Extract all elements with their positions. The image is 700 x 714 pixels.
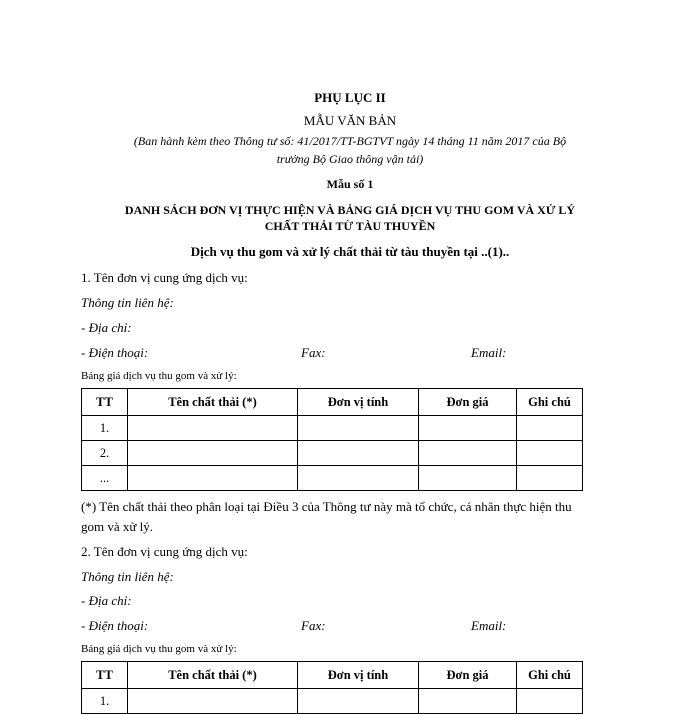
header-tt: TT (82, 389, 128, 416)
cell-note (517, 441, 583, 466)
cell-waste-name (128, 689, 298, 714)
section-1-heading: 1. Tên đơn vị cung ứng dịch vụ: (81, 270, 248, 285)
header-unit: Đơn vị tính (298, 662, 419, 689)
row-number: ... (82, 466, 128, 491)
cell-note (517, 466, 583, 491)
header-tt: TT (82, 662, 128, 689)
note-line-1: (*) Tên chất thải theo phân loại tại Điều 3 của Thông tư này mà tổ chức, cá nhân thực hiện thu (81, 499, 572, 514)
header-unit-price: Đơn giá (419, 389, 517, 416)
cell-unit (298, 689, 419, 714)
section-2-email: Email: (471, 618, 507, 633)
section-2-table-caption: Bảng giá dịch vụ thu gom và xử lý: (81, 643, 237, 655)
header-note: Ghi chú (517, 662, 583, 689)
main-title-line-2: CHẤT THẢI TỪ TÀU THUYỀN (264, 219, 436, 233)
cell-note (517, 689, 583, 714)
section-1-fax: Fax: (301, 345, 326, 360)
table-row (82, 466, 583, 491)
main-title-line-1: DANH SÁCH ĐƠN VỊ THỰC HIỆN VÀ BẢNG GIÁ DỊCH VỤ THU GOM VÀ XỬ LÝ (124, 203, 576, 217)
section-2-fax: Fax: (301, 618, 326, 633)
cell-unit-price (419, 416, 517, 441)
cell-waste-name (128, 416, 298, 441)
section-2-address: - Địa chỉ: (81, 593, 132, 608)
section-1-address: - Địa chỉ: (81, 320, 132, 335)
section-2-contact-info: Thông tin liên hệ: (81, 569, 174, 584)
cell-note (517, 416, 583, 441)
price-table-1 (81, 388, 583, 491)
appendix-title: PHỤ LỤC II (314, 90, 386, 105)
form-title: MẪU VĂN BẢN (303, 113, 397, 128)
section-2-phone: - Điện thoại: (81, 618, 149, 633)
issued-line-2: trưởng Bộ Giao thông vận tải) (276, 152, 424, 166)
cell-waste-name (128, 441, 298, 466)
table-row (82, 416, 583, 441)
section-1-table-caption: Bảng giá dịch vụ thu gom và xử lý: (81, 370, 237, 382)
table-header-row (82, 389, 583, 416)
cell-waste-name (128, 466, 298, 491)
header-unit: Đơn vị tính (298, 389, 419, 416)
cell-unit (298, 441, 419, 466)
cell-unit-price (419, 689, 517, 714)
table-header-row (82, 662, 583, 689)
cell-unit-price (419, 466, 517, 491)
section-2-heading: 2. Tên đơn vị cung ứng dịch vụ: (81, 544, 248, 559)
cell-unit (298, 416, 419, 441)
row-number: 1. (82, 689, 128, 714)
row-number: 2. (82, 441, 128, 466)
form-number: Mẫu số 1 (326, 177, 374, 191)
header-waste-name: Tên chất thải (*) (128, 389, 298, 416)
section-1-contact-info: Thông tin liên hệ: (81, 295, 174, 310)
table-row (82, 689, 583, 714)
subtitle: Dịch vụ thu gom và xử lý chất thải từ tàu thuyền tại ..(1).. (190, 244, 510, 259)
issued-line-1: (Ban hành kèm theo Thông tư số: 41/2017/TT-BGTVT ngày 14 tháng 11 năm 2017 của Bộ (133, 134, 567, 148)
header-waste-name: Tên chất thải (*) (128, 662, 298, 689)
header-note: Ghi chú (517, 389, 583, 416)
cell-unit (298, 466, 419, 491)
table-row (82, 441, 583, 466)
cell-unit-price (419, 441, 517, 466)
section-1-email: Email: (471, 345, 507, 360)
row-number: 1. (82, 416, 128, 441)
header-unit-price: Đơn giá (419, 662, 517, 689)
note-line-2: gom và xử lý. (81, 519, 154, 534)
section-1-phone: - Điện thoại: (81, 345, 149, 360)
price-table-2 (81, 661, 583, 714)
